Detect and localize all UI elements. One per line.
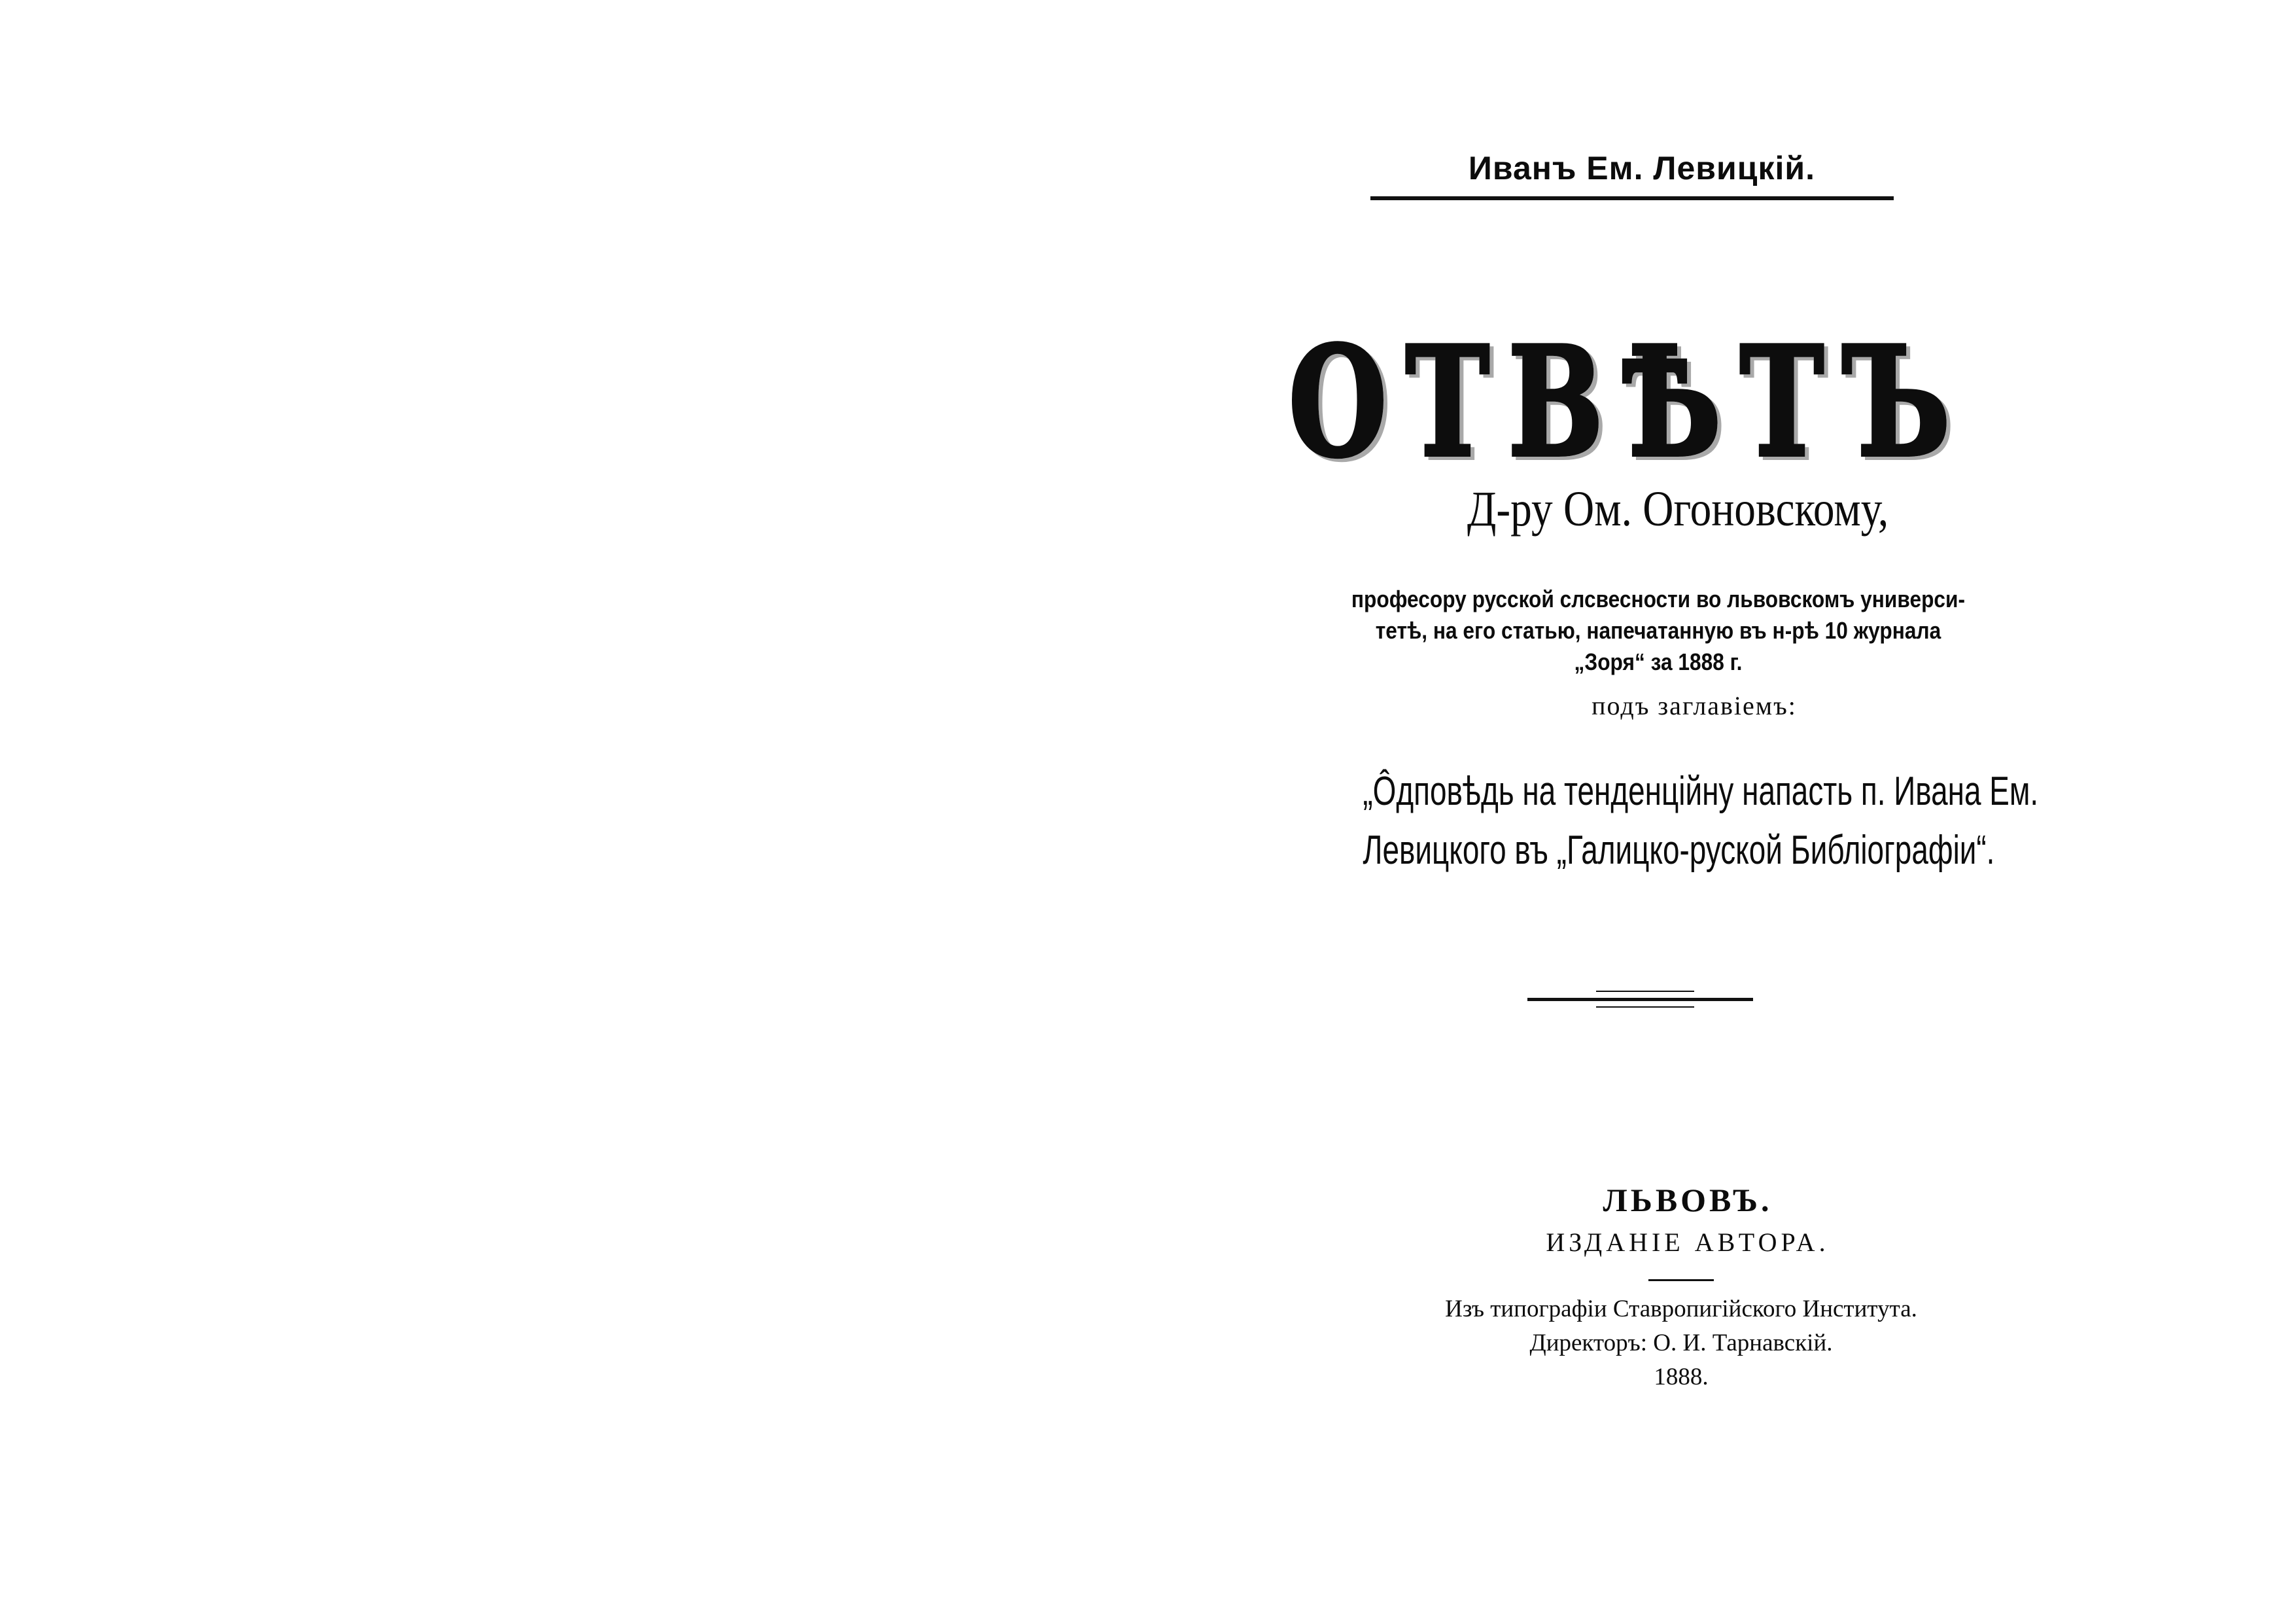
quoted-title-line: „Ôдповѣдь на тенденційну напасть п. Ивана Ем. — [1363, 769, 2039, 814]
imprint-edition: ИЗДАНІЕ АВТОРА. — [1546, 1227, 1830, 1257]
quoted-title-block — [1363, 762, 2039, 880]
ornament-rule-main — [1527, 998, 1753, 1001]
addressee-line: Д-ру Ом. Огоновскому, — [1467, 482, 1889, 537]
printer-year: 1888. — [1654, 1364, 1709, 1390]
author-name: Иванъ Ем. Левицкій. — [1468, 150, 1816, 186]
ornament-rule-top — [1596, 991, 1694, 992]
ornament-rule-bottom — [1596, 1006, 1694, 1008]
author-underline — [1370, 196, 1894, 200]
quoted-title-line: Левицкого въ „Галицко-руской Библіографіи“. — [1363, 828, 1995, 873]
imprint-divider — [1648, 1279, 1714, 1281]
description-line: „Зоря“ за 1888 г. — [1574, 648, 1743, 675]
description-line: професору русской слсвесности во львовскомъ универси- — [1351, 586, 1966, 612]
printer-block — [1289, 1292, 2074, 1394]
description-block — [1327, 584, 1989, 678]
imprint-city: ЛЬВОВЪ. — [1603, 1182, 1773, 1218]
description-line: тетѣ, на его статью, напечатанную въ н-рѣ 10 журнала — [1375, 617, 1941, 644]
subheading: подъ заглавіемъ: — [1592, 691, 1797, 720]
printer-line: Директоръ: О. И. Тарнавскій. — [1529, 1330, 1833, 1356]
decorative-title — [1276, 314, 1982, 491]
printer-line: Изъ типографіи Ставропигійского Института. — [1445, 1296, 1917, 1322]
title-text: ОТВѢТЪ — [1289, 314, 1969, 491]
